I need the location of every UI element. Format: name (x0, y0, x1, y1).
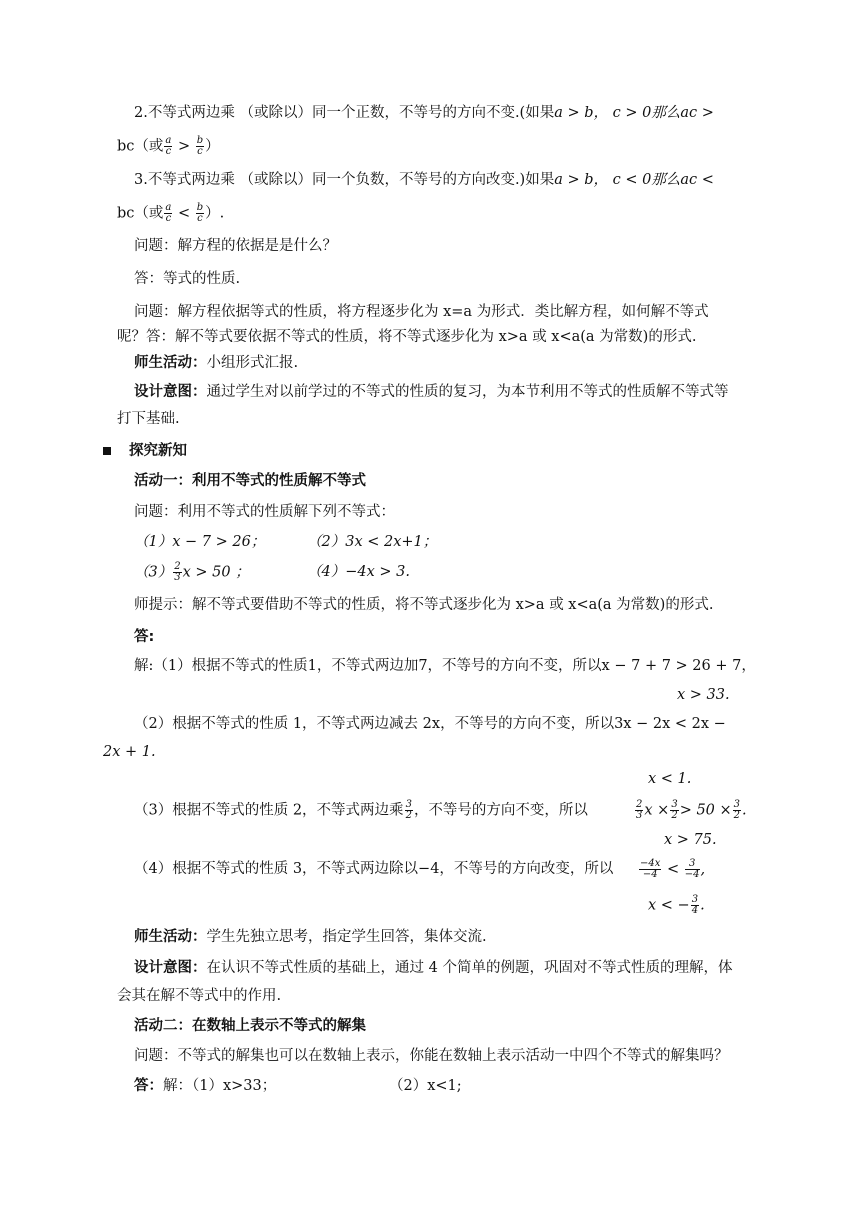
activity-line-2: 师生活动：学生先独立思考，指定学生回答，集体交流. (134, 929, 487, 945)
question-2-line-2: 呢？答：解不等式要依据不等式的性质，将不等式逐步化为 x>a 或 x<a(a 为常数)的形式. (117, 329, 697, 345)
activity-2-title: 活动二：在数轴上表示不等式的解集 (134, 1018, 366, 1034)
activity-line: 师生活动：小组形式汇报. (134, 355, 299, 371)
solution-3-text: （3）根据不等式的性质 2，不等式两边乘 $\frac{3}{2}$ ，不等号的方向不变，所以 (134, 799, 588, 821)
solution-2-line-2: 2x + 1. (103, 744, 156, 760)
intent-2-line-1: 设计意图：在认识不等式性质的基础上，通过 4 个简单的例题，巩固对不等式性质的理解，体 (134, 960, 733, 976)
exercise-1: （1）x − 7 > 26； (134, 534, 266, 550)
fraction-neg4x-neg4: $\frac{-4x}{-4}$ (640, 858, 661, 880)
fraction-2-3-b: $\frac{2}{3}$ (636, 799, 643, 821)
fraction-3-2-b: $\frac{3}{2}$ (671, 799, 678, 821)
solution-1-line-1: 解:（1）根据不等式的性质1，不等式两边加7，不等号的方向不变，所以x − 7 + 7 > 26 + 7， (134, 658, 756, 674)
solution-2-result: x < 1. (648, 771, 692, 787)
exercise-2: （2）3x < 2x+1； (307, 534, 438, 550)
property-3-line-2: bc（或 $\frac{a}{c}$ < $\frac{b}{c}$ ）. (117, 202, 225, 224)
fraction-b-c: $\frac{b}{c}$ (196, 135, 204, 157)
activity-1-title: 活动一：利用不等式的性质解不等式 (134, 473, 366, 489)
answer-label: 答: (134, 629, 155, 645)
question-2-line-1: 问题：解方程依据等式的性质，将方程逐步化为 x=a 为形式．类比解方程，如何解不等式 (134, 304, 709, 320)
property-2-line-1: 2.不等式两边乘 （或除以）同一个正数，不等号的方向不变.(如果a > b， c > 0那么ac > (134, 105, 714, 121)
property-3-line-1: 3.不等式两边乘 （或除以）同一个负数，不等号的方向改变.)如果a > b， c < 0那么ac < (134, 172, 714, 188)
intent-line-2: 打下基础. (117, 411, 180, 427)
fraction-b-c-2: $\frac{b}{c}$ (196, 202, 204, 224)
exercise-4: （4）−4x > 3. (307, 564, 410, 580)
fraction-3-neg4: $\frac{3}{-4}$ (684, 858, 700, 880)
intent-2-line-2: 会其在解不等式中的作用. (117, 988, 282, 1004)
exercise-3: （3） $\frac{2}{3}$ x > 50 ； (134, 561, 250, 583)
fraction-3-2: $\frac{3}{2}$ (405, 799, 412, 821)
teacher-hint: 师提示：解不等式要借助不等式的性质，将不等式逐步化为 x>a 或 x<a(a 为常数)的形式. (134, 597, 714, 613)
solution-1-line-2: x > 33. (677, 687, 730, 703)
fraction-2-3: $\frac{2}{3}$ (174, 561, 181, 583)
solution-4-text: （4）根据不等式的性质 3，不等式两边除以−4，不等号的方向改变，所以 (134, 861, 614, 877)
fraction-a-c: $\frac{a}{c}$ (165, 135, 172, 157)
property-2-line-2: bc（或 $\frac{a}{c}$ > $\frac{b}{c}$ ） (117, 135, 220, 157)
activity-1-question: 问题：利用不等式的性质解下列不等式： (134, 504, 395, 520)
solution-2-line-1: （2）根据不等式的性质 1，不等式两边减去 2x，不等号的方向不变，所以3x − 2x < 2x − (134, 716, 726, 732)
solution-4-result: x < − $\frac{3}{4}$ . (648, 894, 705, 916)
answer-2-part-2: （2）x<1; (389, 1078, 462, 1094)
intent-line-1: 设计意图：通过学生对以前学过的不等式的性质的复习，为本节利用不等式的性质解不等式等 (134, 384, 729, 400)
fraction-a-c-2: $\frac{a}{c}$ (165, 202, 172, 224)
fraction-3-2-c: $\frac{3}{2}$ (733, 799, 741, 821)
answer-1: 答：等式的性质. (134, 271, 241, 287)
activity-2-question: 问题：不等式的解集也可以在数轴上表示，你能在数轴上表示活动一中四个不等式的解集吗？ (134, 1048, 729, 1064)
solution-3-equation: $\frac{2}{3}$ x × $\frac{3}{2}$ > 50 × $\frac{3}{2}$ . (636, 799, 747, 821)
question-1: 问题：解方程的依据是是什么？ (134, 238, 337, 254)
fraction-3-4: $\frac{3}{4}$ (691, 894, 699, 916)
square-bullet-icon (103, 447, 111, 455)
solution-4-equation: $\frac{-4x}{-4}$ < $\frac{3}{-4}$ , (640, 858, 706, 880)
solution-3-result: x > 75. (664, 832, 717, 848)
section-heading: 探究新知 (103, 441, 187, 461)
answer-2-line: 答：解：（1）x>33； (134, 1078, 277, 1094)
